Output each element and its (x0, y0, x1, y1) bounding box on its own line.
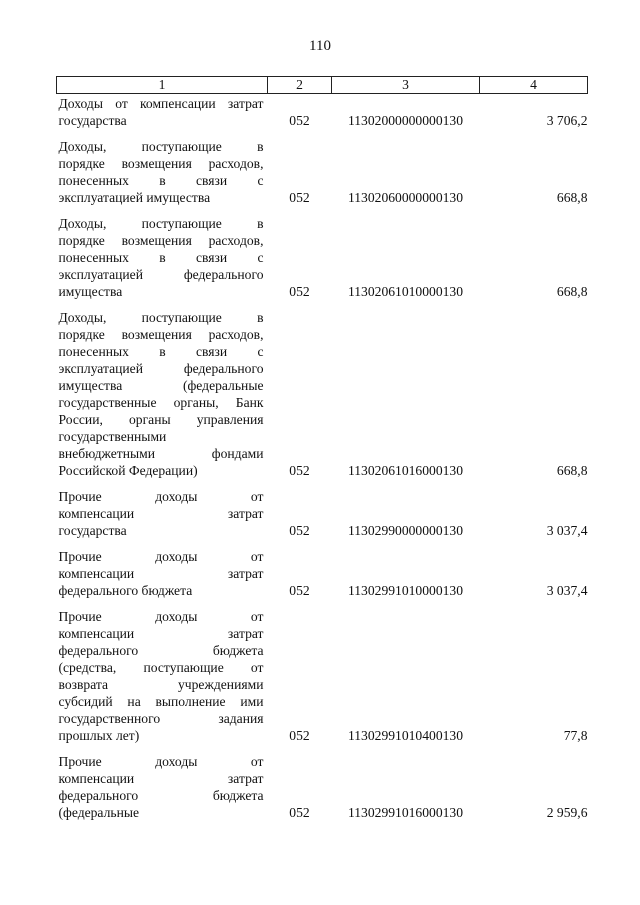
page-number: 110 (309, 38, 331, 54)
amount-cell: 668,8 (556, 284, 588, 299)
header-col-2: 2 (268, 77, 332, 94)
income-name-line: порядке возмещения расходов, (58, 156, 264, 171)
budget-code-cell: 11302061010000130 (347, 284, 464, 299)
table-header (57, 77, 588, 94)
admin-code-cell: 052 (289, 463, 310, 478)
income-name-line: федерального бюджета (58, 643, 264, 658)
income-name-line: Доходы от компенсации затрат (58, 96, 264, 111)
amount-cell: 3 037,4 (546, 523, 588, 538)
income-name-line: имущества (58, 284, 123, 299)
table-row (57, 129, 588, 206)
income-name-line: прошлых лет) (58, 728, 140, 743)
income-name-line: Доходы, поступающие в (58, 139, 264, 154)
budget-code-cell: 11302990000000130 (347, 523, 464, 538)
income-name-cell (57, 744, 268, 821)
income-name-line: государства (58, 113, 127, 128)
table-row (57, 479, 588, 539)
admin-code-cell: 052 (289, 805, 310, 820)
amount-cell: 668,8 (556, 190, 588, 205)
income-name-line: имущества (федеральные (58, 378, 264, 393)
income-name-line: государственного задания (58, 711, 264, 726)
income-name-line: компенсации затрат (58, 506, 264, 521)
income-name-cell (57, 599, 268, 744)
admin-code-cell: 052 (289, 113, 310, 128)
admin-code-cell: 052 (289, 284, 310, 299)
amount-cell: 77,8 (563, 728, 588, 743)
income-name-line: Прочие доходы от (58, 609, 264, 624)
admin-code-cell: 052 (289, 583, 310, 598)
income-name-line: понесенных в связи с (58, 344, 264, 359)
income-name-line: порядке возмещения расходов, (58, 327, 264, 342)
table-row (57, 599, 588, 744)
amount-cell: 3 706,2 (546, 113, 588, 128)
budget-code-cell: 11302991016000130 (347, 805, 464, 820)
income-name-line: (средства, поступающие от (58, 660, 264, 675)
income-name-cell (57, 479, 268, 539)
income-name-line: Доходы, поступающие в (58, 310, 264, 325)
income-name-line: эксплуатацией имущества (58, 190, 211, 205)
income-name-cell (57, 94, 268, 130)
income-name-line: Прочие доходы от (58, 489, 264, 504)
header-col-3: 3 (332, 77, 480, 94)
income-name-line: компенсации затрат (58, 626, 264, 641)
header-col-4: 4 (480, 77, 588, 94)
income-name-line: государственные органы, Банк (58, 395, 264, 410)
budget-code-cell: 11302991010000130 (347, 583, 464, 598)
income-name-line: возврата учреждениями (58, 677, 264, 692)
table-row (57, 300, 588, 479)
income-name-cell (57, 539, 268, 599)
amount-cell: 668,8 (556, 463, 588, 478)
income-name-line: (федеральные (58, 805, 140, 820)
budget-code-cell: 11302000000000130 (347, 113, 464, 128)
admin-code-cell: 052 (289, 190, 310, 205)
income-name-line: государственными (58, 429, 167, 444)
budget-code-cell: 11302061016000130 (347, 463, 464, 478)
income-name-line: федерального бюджета (58, 583, 193, 598)
table-body (57, 94, 588, 822)
income-name-line: порядке возмещения расходов, (58, 233, 264, 248)
income-name-line: России, органы управления (58, 412, 264, 427)
income-name-cell (57, 129, 268, 206)
income-name-line: государства (58, 523, 127, 538)
budget-code-cell: 11302991010400130 (347, 728, 464, 743)
income-name-line: внебюджетными фондами (58, 446, 264, 461)
income-name-line: компенсации затрат (58, 566, 264, 581)
table-row (57, 94, 588, 130)
header-col-1: 1 (57, 77, 268, 94)
income-name-line: Российской Федерации) (58, 463, 198, 478)
income-name-line: понесенных в связи с (58, 250, 264, 265)
admin-code-cell: 052 (289, 523, 310, 538)
budget-code-cell: 11302060000000130 (347, 190, 464, 205)
income-name-cell (57, 300, 268, 479)
table-row (57, 539, 588, 599)
income-name-line: эксплуатацией федерального (58, 267, 264, 282)
amount-cell: 2 959,6 (546, 805, 588, 820)
admin-code-cell: 052 (289, 728, 310, 743)
income-name-line: понесенных в связи с (58, 173, 264, 188)
table-row (57, 206, 588, 300)
income-name-line: Прочие доходы от (58, 754, 264, 769)
income-name-line: эксплуатацией федерального (58, 361, 264, 376)
income-name-cell (57, 206, 268, 300)
budget-table (56, 76, 588, 821)
table-row (57, 744, 588, 821)
income-name-line: компенсации затрат (58, 771, 264, 786)
income-name-line: федерального бюджета (58, 788, 264, 803)
amount-cell: 3 037,4 (546, 583, 588, 598)
income-name-line: Доходы, поступающие в (58, 216, 264, 231)
income-name-line: субсидий на выполнение ими (58, 694, 264, 709)
income-name-line: Прочие доходы от (58, 549, 264, 564)
